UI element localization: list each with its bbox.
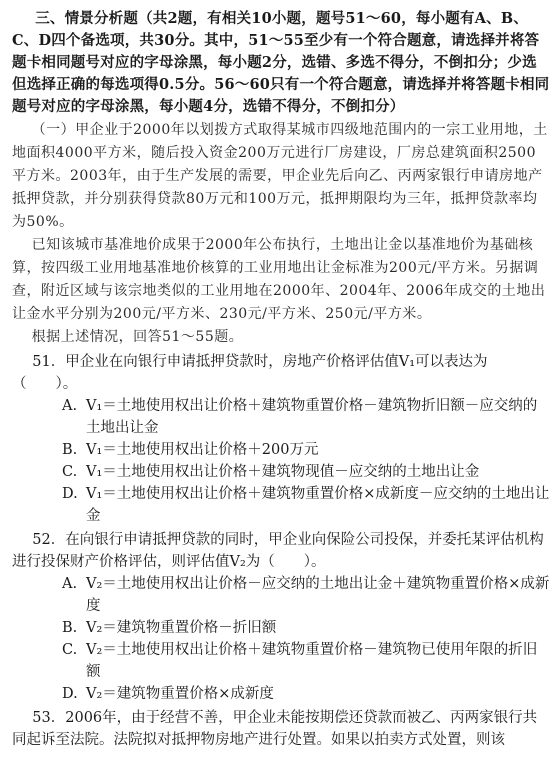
question-52-option-d (12, 683, 550, 705)
option-text: V₁＝土地使用权出让价格＋建筑物重置价格－建筑物折旧额－应交纳的土地出让金 (86, 398, 538, 436)
section-instructions: 三、情景分析题（共2题，有相关10小题，题号51～60，每小题有A、B、C、D四个备选项，共30分。其中，51～55至少有一个符合题意，请选择并将答题卡相同题号对应的字母涂黑，每小题2分，选错、多选不得分，不倒扣分；少选但选择正确的每选项得0.5分。56～60只有一个符合题意，请选择并将答题卡相同题号对应的字母涂黑，每小题4分，选错不得分，不倒扣分） (12, 10, 550, 115)
option-letter: C. (62, 464, 78, 480)
option-text: V₂＝土地使用权出让价格－应交纳的土地出让金＋建筑物重置价格×成新度 (86, 576, 550, 614)
question-53-stem: 53．2006年，由于经营不善，甲企业未能按期偿还贷款而被乙、丙两家银行共同起诉至法院。法院拟对抵押物房地产进行处置。如果以拍卖方式处置，则该 (12, 710, 538, 748)
question-52-stem: 52．在向银行申请抵押贷款的同时，甲企业向保险公司投保，并委托某评估机构进行投保财产价格评估，则评估值V₂为（ ）。 (12, 532, 544, 570)
option-text: V₂＝建筑物重置价格×成新度 (86, 686, 274, 702)
option-letter: D. (62, 686, 78, 702)
option-text: V₁＝土地使用权出让价格＋建筑物现值－应交纳的土地出让金 (86, 464, 480, 480)
option-text: V₁＝土地使用权出让价格＋200万元 (86, 442, 319, 458)
option-letter: A. (62, 576, 78, 592)
option-letter: D. (62, 486, 78, 502)
option-text: V₂＝土地使用权出让价格＋建筑物重置价格－建筑物已使用年限的折旧额 (86, 642, 538, 680)
option-letter: B. (62, 442, 78, 458)
option-letter: B. (62, 620, 78, 636)
question-51-option-d (12, 483, 550, 527)
option-text: V₁＝土地使用权出让价格＋建筑物重置价格×成新度－应交纳的土地出让金 (86, 486, 550, 524)
question-51-option-c (12, 461, 550, 483)
question-52-option-c (12, 639, 550, 683)
option-text: V₂＝建筑物重置价格－折旧额 (86, 620, 277, 636)
case-paragraph: 根据上述情况，回答51～55题。 (31, 329, 244, 345)
question-52-option-b (12, 617, 550, 639)
question-52-option-a (12, 573, 550, 617)
case-paragraph: （一）甲企业于2000年以划拨方式取得某城市四级地范围内的一宗工业用地，土地面积4000平方米，随后投入资金200万元进行厂房建设，厂房总建筑面积2500平方米。2003年，由于生产发展的需要，甲企业先后向乙、丙两家银行申请房地产抵押贷款，并分别获得贷款80万元和100万元，抵押期限均为三年，抵押贷款率均为50%。 (12, 122, 548, 230)
case-paragraph: 已知该城市基准地价成果于2000年公布执行，土地出让金以基准地价为基础核算，按四级工业用地基准地价核算的工业用地出让金标准为200元/平方米。另据调查，附近区域与该宗地类似的工业用地在2000年、2004年、2006年成交的土地出让金水平分别为200元/平方米、230元/平方米、250元/平方米。 (12, 237, 546, 322)
question-51-option-a (12, 395, 550, 439)
option-letter: C. (62, 642, 78, 658)
question-51-option-b (12, 439, 550, 461)
option-letter: A. (62, 398, 78, 414)
question-51-stem: 51．甲企业在向银行申请抵押贷款时，房地产价格评估值V₁可以表达为（ ）。 (12, 354, 488, 392)
